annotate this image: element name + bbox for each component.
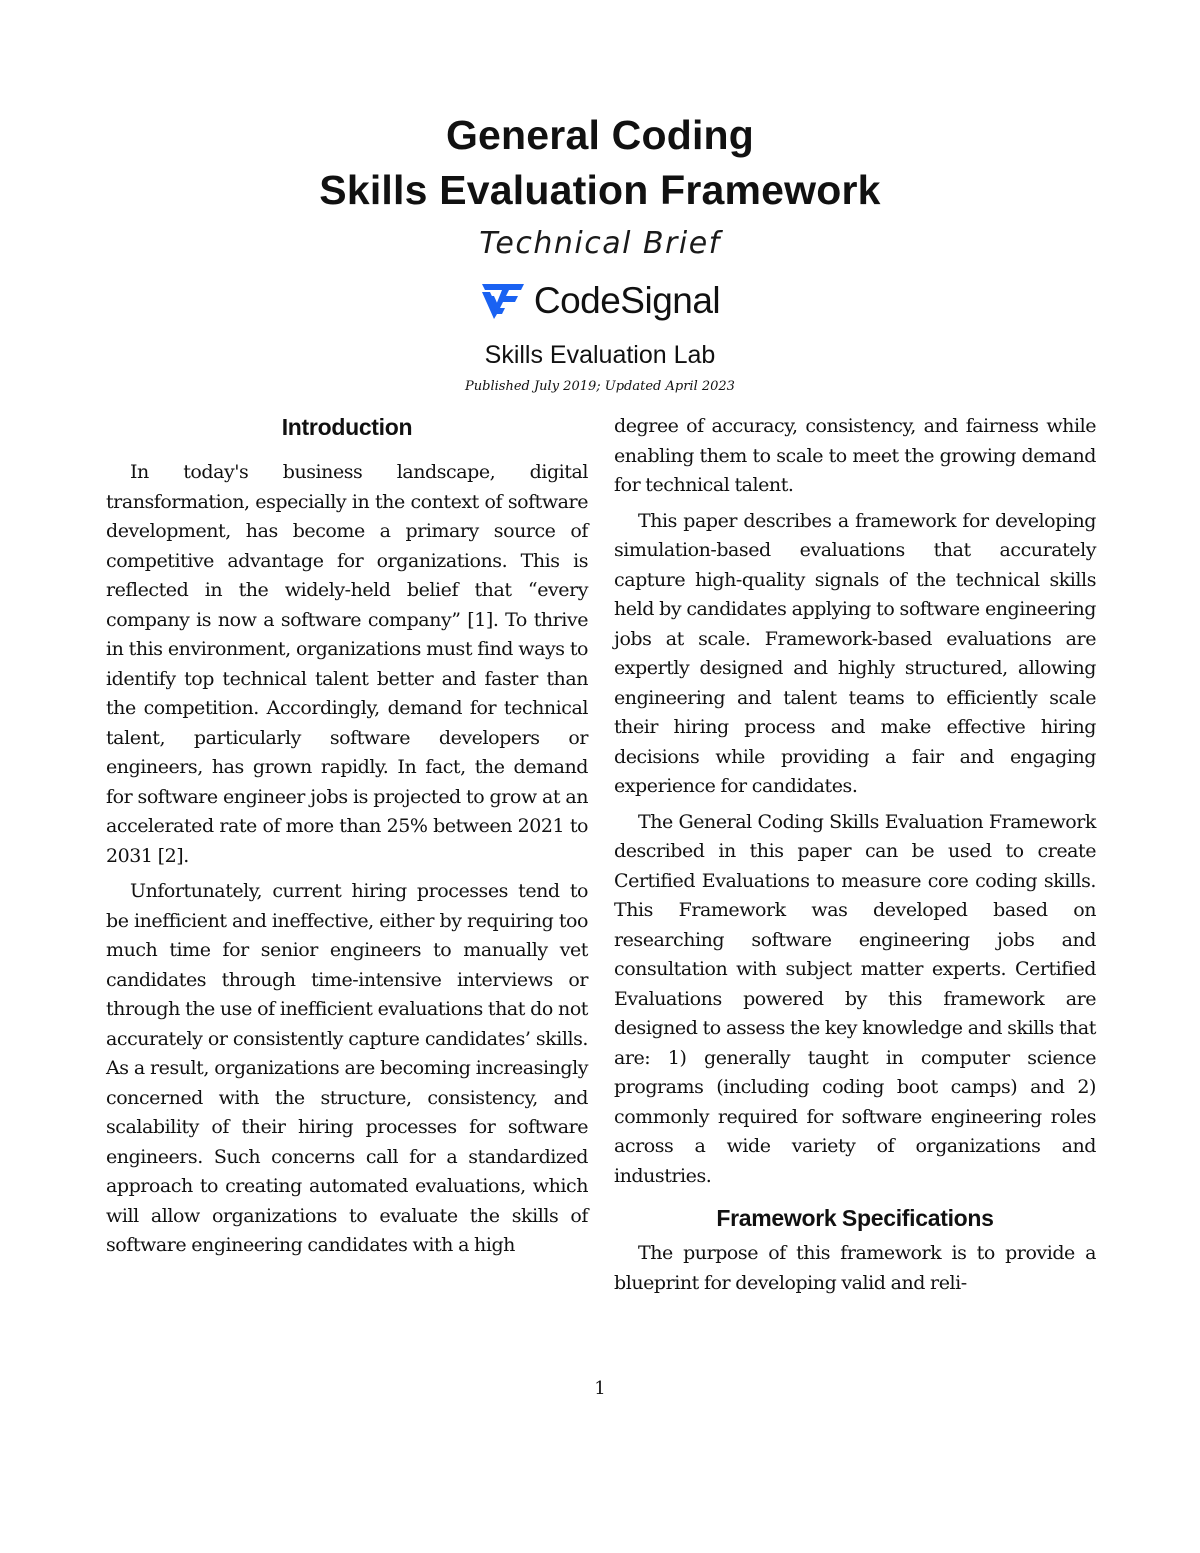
intro-paragraph-1: In today's business landscape, digital transformation, especially in the context of software development, has become a primary source of competitive advantage for organizations. This is reflected in the widely-held belief that “every company is now a software company” [1]. To thrive in this environment, organizations must find ways to identify top technical talent better and faster than the competition. Accordingly, demand for technical talent, particularly software developers or engineers, has grown rapidly. In fact, the demand for software engineer jobs is projected to grow at an accelerated rate of more than 25% between 2021 to 2031 [2]. (106, 461, 588, 867)
intro-paragraph-3: This paper describes a framework for developing simulation-based evaluations that accurately capture high-quality signals of the technical skills held by candidates applying to software engineering jobs at scale. Framework-based evaluations are expertly designed and highly structured, allowing engineering and talent teams to efficiently scale their hiring process and make effective hiring decisions while providing a fair and engaging experience for candidates. (614, 509, 1096, 797)
intro-paragraph-4: The General Coding Skills Evaluation Framework described in this paper can be used to create Certified Evaluations to measure core coding skills. This Framework was developed based on researching software engineering jobs and consultation with subject matter experts. Certified Evaluations powered by this framework are designed to assess the key knowledge and skills that are: 1) generally taught in computer science programs (including coding boot camps) and 2) commonly required for software engineering roles across a wide variety of organizations and industries. (614, 810, 1096, 1187)
framework-specifications-heading: Framework Specifications (716, 1205, 994, 1231)
lab-name: Skills Evaluation Lab (484, 341, 716, 369)
publication-date: Published July 2019; Updated April 2023 (465, 379, 735, 394)
left-column (106, 412, 588, 1267)
introduction-heading: Introduction (281, 414, 413, 440)
title-line-2: Skills Evaluation Framework (319, 167, 881, 213)
title-line-1: General Coding (445, 112, 755, 158)
document-subtitle: Technical Brief (479, 226, 721, 261)
logo-wordmark: CodeSignal (533, 280, 721, 321)
document-header (0, 108, 1200, 396)
right-column (614, 412, 1096, 1304)
codesignal-logo-icon (480, 281, 526, 321)
page-number: 1 (594, 1378, 606, 1399)
intro-paragraph-2: Unfortunately, current hiring processes tend to be inefficient and ineffective, either by requiring too much time for senior engineers to manually vet candidates through time-intensive interviews or through the use of inefficient evaluations that do not accurately or consistently capture candidates’ skills. As a result, organizations are becoming increasingly concerned with the structure, consistency, and scalability of their hiring processes for software engineers. Such concerns call for a standardized approach to creating automated evaluations, which will allow organizations to evaluate the skills of software engineering candidates with a high (106, 880, 588, 1256)
intro-paragraph-2-continuation: degree of accuracy, consistency, and fairness while enabling them to scale to meet the growing demand for technical talent. (614, 415, 1096, 496)
document-title (0, 108, 1200, 218)
specifications-paragraph-1: The purpose of this framework is to provide a blueprint for developing valid and reli- (614, 1242, 1096, 1294)
codesignal-logo (0, 276, 1200, 326)
